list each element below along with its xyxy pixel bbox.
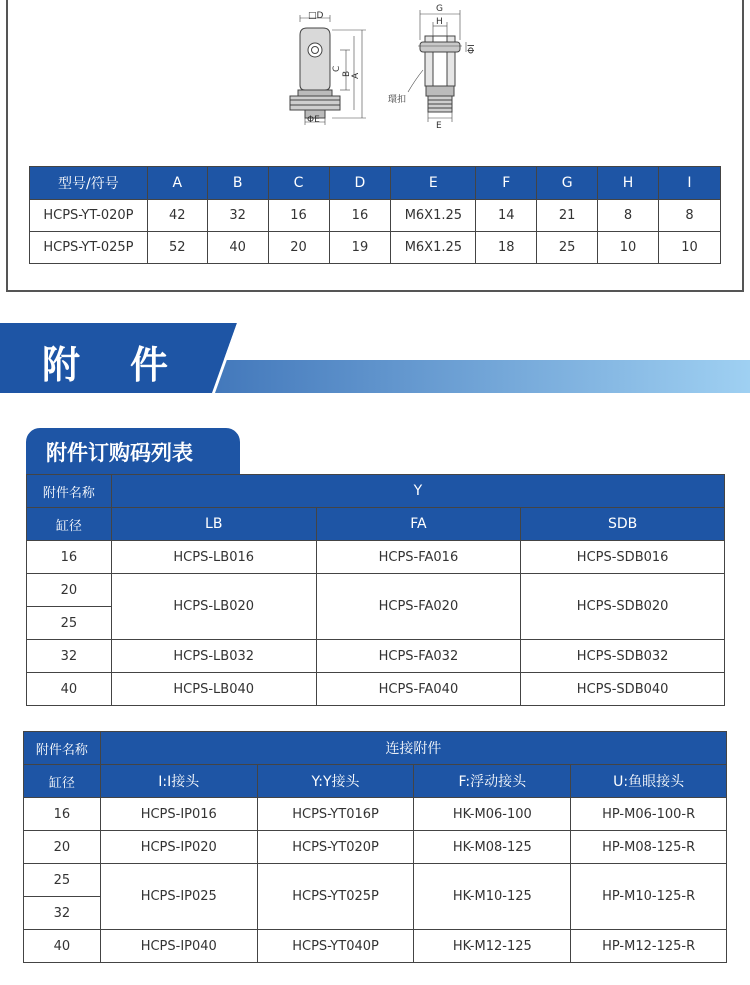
- spec-cell: 10: [659, 232, 721, 264]
- bore-cell: 20: [27, 574, 112, 607]
- spec-cell: 52: [147, 232, 207, 264]
- spec-cell: HCPS-YT-020P: [30, 200, 148, 232]
- accessory-y-table: [26, 474, 725, 706]
- dim-e-label: E: [436, 121, 442, 131]
- bore-cell: 40: [27, 673, 112, 706]
- code-cell: HP-M08-125-R: [571, 831, 727, 864]
- spec-header-row: [30, 167, 721, 200]
- spec-header-f: F: [476, 167, 537, 200]
- spec-cell: 32: [207, 200, 268, 232]
- spec-header-model: 型号/符号: [30, 167, 148, 200]
- spec-header-b: B: [207, 167, 268, 200]
- spec-header-i: I: [659, 167, 721, 200]
- spec-header-h: H: [598, 167, 659, 200]
- code-cell: HCPS-SDB020: [521, 574, 725, 640]
- bore-cell: 16: [24, 798, 101, 831]
- code-cell: HK-M06-100: [414, 798, 571, 831]
- spec-header-c: C: [268, 167, 329, 200]
- table-row: [24, 798, 727, 831]
- code-cell: HCPS-YT020P: [257, 831, 414, 864]
- code-cell: HK-M08-125: [414, 831, 571, 864]
- bore-cell: 16: [27, 541, 112, 574]
- col-header-y-joint: Y:Y接头: [257, 765, 414, 798]
- code-cell: HCPS-FA020: [316, 574, 521, 640]
- order-code-tab-label: 附件订购码列表: [46, 441, 193, 465]
- table-row: [30, 232, 721, 264]
- dim-h-label: H: [436, 17, 443, 27]
- table-row: [24, 864, 727, 897]
- spec-cell: 18: [476, 232, 537, 264]
- code-cell: HCPS-FA032: [316, 640, 521, 673]
- code-cell: HCPS-SDB040: [521, 673, 725, 706]
- bore-cell: 32: [27, 640, 112, 673]
- code-cell: HK-M12-125: [414, 930, 571, 963]
- dim-b-label: B: [342, 70, 352, 77]
- code-cell: HCPS-LB020: [111, 574, 316, 640]
- table-row: [30, 200, 721, 232]
- spec-cell: 19: [329, 232, 391, 264]
- code-cell: HCPS-FA040: [316, 673, 521, 706]
- spec-header-a: A: [147, 167, 207, 200]
- code-cell: HCPS-YT040P: [257, 930, 414, 963]
- bore-header: 缸径: [24, 765, 101, 798]
- table-row: [27, 574, 725, 607]
- bore-cell: 25: [24, 864, 101, 897]
- bore-cell: 32: [24, 897, 101, 930]
- table-row: [27, 541, 725, 574]
- dim-a-label: A: [351, 72, 361, 79]
- col-header-i-joint: I:I接头: [100, 765, 257, 798]
- table-header-row: [27, 508, 725, 541]
- code-cell: HCPS-LB032: [111, 640, 316, 673]
- accessory-name-header: 附件名称: [24, 732, 101, 765]
- code-cell: HCPS-FA016: [316, 541, 521, 574]
- dim-d-label: □D: [308, 11, 324, 21]
- code-cell: HK-M10-125: [414, 864, 571, 930]
- connector-accessory-table: [23, 731, 727, 963]
- spec-cell: 10: [598, 232, 659, 264]
- dim-g-label: G: [436, 4, 443, 14]
- table-header-row: [27, 475, 725, 508]
- bore-cell: 40: [24, 930, 101, 963]
- spec-cell: 8: [659, 200, 721, 232]
- accessory-name-header: 附件名称: [27, 475, 112, 508]
- accessory-group-header: 连接附件: [100, 732, 726, 765]
- clip-label: 環扣: [388, 95, 407, 105]
- code-cell: HCPS-YT016P: [257, 798, 414, 831]
- dim-phi-e-label: ΦE: [307, 115, 320, 125]
- table-row: [24, 930, 727, 963]
- col-header-fa: FA: [316, 508, 521, 541]
- spec-cell: 40: [207, 232, 268, 264]
- dim-phi-i-label: ΦI: [467, 44, 477, 54]
- spec-cell: 14: [476, 200, 537, 232]
- spec-header-d: D: [329, 167, 391, 200]
- col-header-sdb: SDB: [521, 508, 725, 541]
- spec-cell: 25: [537, 232, 598, 264]
- table-row: [27, 640, 725, 673]
- code-cell: HP-M12-125-R: [571, 930, 727, 963]
- bore-cell: 20: [24, 831, 101, 864]
- code-cell: HCPS-IP025: [100, 864, 257, 930]
- spec-cell: 42: [147, 200, 207, 232]
- table-header-row: [24, 732, 727, 765]
- bore-cell: 25: [27, 607, 112, 640]
- col-header-rod-eye: U:鱼眼接头: [571, 765, 727, 798]
- spec-cell: 16: [329, 200, 391, 232]
- section-title: 附件: [42, 343, 219, 387]
- spec-header-g: G: [537, 167, 598, 200]
- table-row: [27, 673, 725, 706]
- spec-cell: 16: [268, 200, 329, 232]
- code-cell: HCPS-IP020: [100, 831, 257, 864]
- code-cell: HCPS-SDB016: [521, 541, 725, 574]
- code-cell: HCPS-LB040: [111, 673, 316, 706]
- code-cell: HCPS-LB016: [111, 541, 316, 574]
- spec-cell: 21: [537, 200, 598, 232]
- spec-cell: HCPS-YT-025P: [30, 232, 148, 264]
- code-cell: HCPS-IP040: [100, 930, 257, 963]
- code-cell: HP-M06-100-R: [571, 798, 727, 831]
- dim-c-label: C: [332, 65, 342, 72]
- col-header-lb: LB: [111, 508, 316, 541]
- table-row: [24, 831, 727, 864]
- code-cell: HP-M10-125-R: [571, 864, 727, 930]
- spec-cell: M6X1.25: [391, 232, 476, 264]
- spec-cell: 8: [598, 200, 659, 232]
- spec-header-e: E: [391, 167, 476, 200]
- code-cell: HCPS-SDB032: [521, 640, 725, 673]
- y-joint-drawing: [270, 0, 500, 135]
- bore-header: 缸径: [27, 508, 112, 541]
- spec-cell: M6X1.25: [391, 200, 476, 232]
- code-cell: HCPS-YT025P: [257, 864, 414, 930]
- accessory-group-header: Y: [111, 475, 724, 508]
- spec-cell: 20: [268, 232, 329, 264]
- col-header-floating-joint: F:浮动接头: [414, 765, 571, 798]
- code-cell: HCPS-IP016: [100, 798, 257, 831]
- spec-table: [29, 166, 721, 264]
- table-header-row: [24, 765, 727, 798]
